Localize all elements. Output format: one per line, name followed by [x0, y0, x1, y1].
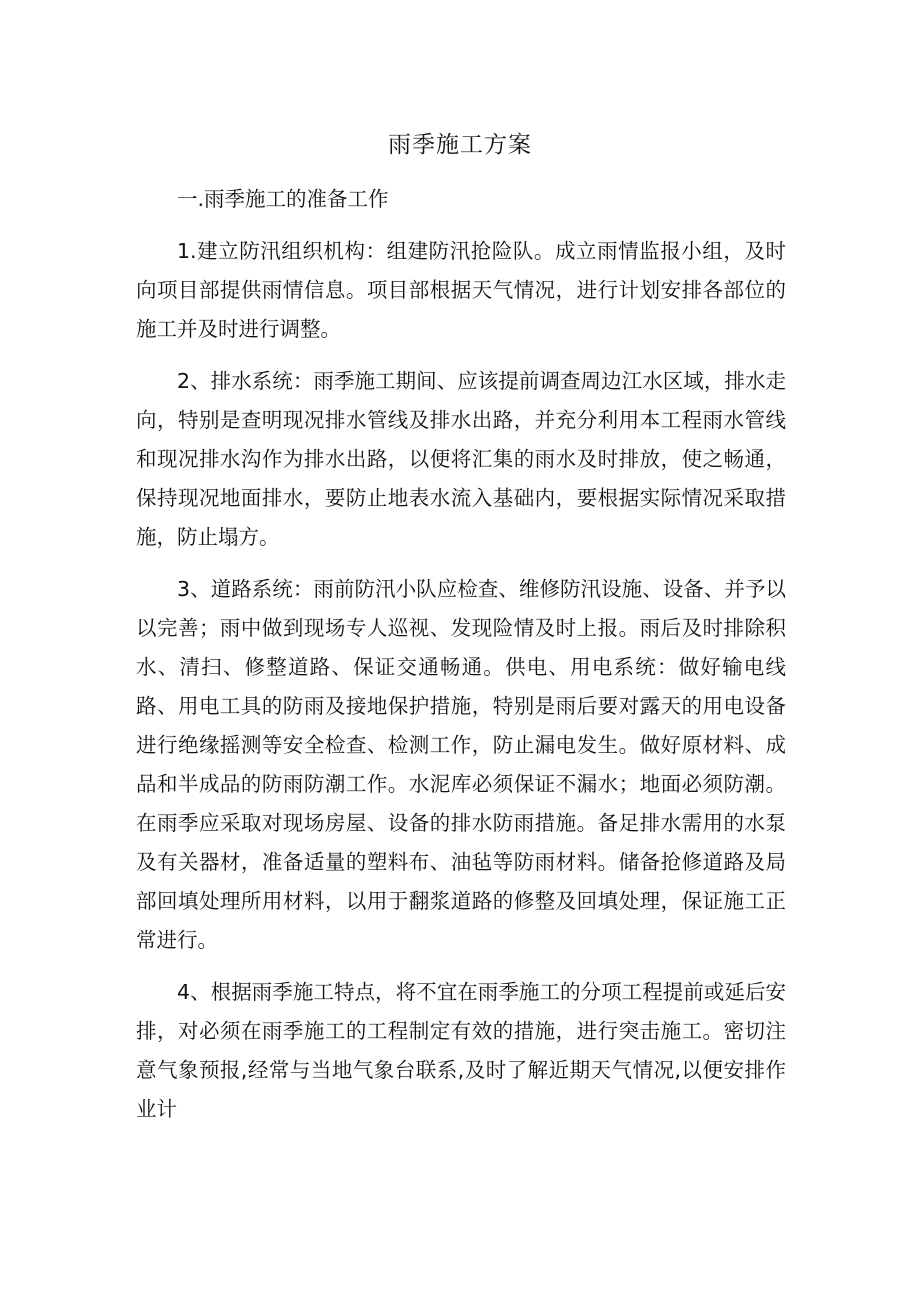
paragraph-roads-power: 3、道路系统：雨前防汛小队应检查、维修防汛设施、设备、并予以以完善；雨中做到现场专人巡视、发现险情及时上报。雨后及时排除积水、清扫、修整道路、保证交通畅通。供电、用电系统：做好输电线路、用电工具的防雨及接地保护措施，特别是雨后要对露天的用电设备进行绝缘摇测等安全检查、检测工作，防止漏电发生。做好原材料、成品和半成品的防雨防潮工作。水泥库必须保证不漏水；地面必须防潮。在雨季应采取对现场房屋、设备的排水防雨措施。备足排水需用的水泵及有关器材，准备适量的塑料布、油毡等防雨材料。储备抢修道路及局部回填处理所用材料，以用于翻浆道路的修整及回填处理，保证施工正常进行。: [136, 577, 786, 952]
document-body: [136, 180, 786, 1142]
document-title: 雨季施工方案: [388, 132, 532, 158]
section-heading: 一.雨季施工的准备工作: [177, 187, 389, 211]
paragraph-scheduling: 4、根据雨季施工特点，将不宜在雨季施工的分项工程提前或延后安排，对必须在雨季施工的工程制定有效的措施，进行突击施工。密切注意气象预报,经常与当地气象台联系,及时了解近期天气情况,以便安排作业计: [136, 980, 786, 1121]
paragraph-drainage: 2、排水系统：雨季施工期间、应该提前调查周边江水区域，排水走向，特别是查明现况排水管线及排水出路，并充分利用本工程雨水管线和现况排水沟作为排水出路，以便将汇集的雨水及时排放，使之畅通，保持现况地面排水，要防止地表水流入基础内，要根据实际情况采取措施，防止塌方。: [136, 369, 786, 549]
paragraph-organization: 1.建立防汛组织机构：组建防汛抢险队。成立雨情监报小组，及时向项目部提供雨情信息。项目部根据天气情况，进行计划安排各部位的施工并及时进行调整。: [136, 239, 786, 341]
